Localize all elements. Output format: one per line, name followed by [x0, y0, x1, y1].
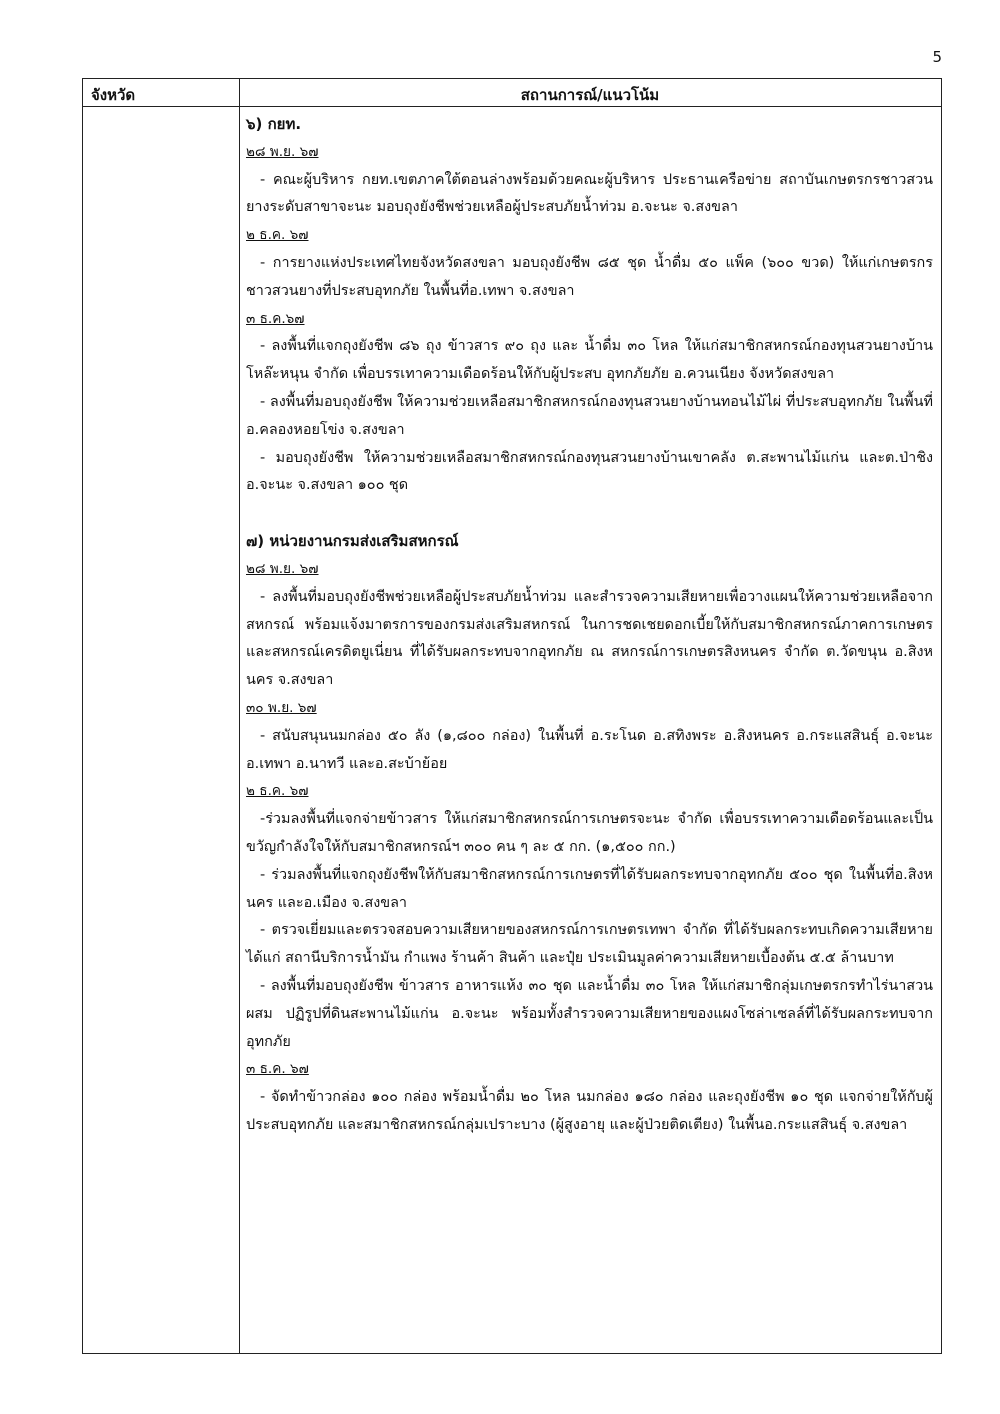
list-item: - สนับสนุนนมกล่อง ๕๐ ลัง (๑,๘๐๐ กล่อง) ในพื้นที่ อ.ระโนด อ.สทิงพระ อ.สิงหนคร อ.กระแสสินธุ์ อ.จะนะ อ.เทพา อ.นาทวี และอ.สะบ้าย้อย — [246, 727, 933, 772]
list-item: - ลงพื้นที่มอบถุงยังชีพช่วยเหลือผู้ประสบภัยน้ำท่วม และสำรวจความเสียหายเพื่อวางแผนให้ความช่วยเหลือจากสหกรณ์ พร้อมแจ้งมาตรการของกรมส่งเสริมสหกรณ์ ในการชดเชยดอกเบี้ยให้กับสมาชิกสหกรณ์ภาคการเกษตร และสหกรณ์เครดิตยูเนี่ยน ที่ได้รับผลกระทบจากอุทกภัย ณ สหกรณ์การเกษตรสิงหนคร จำกัด ต.วัดขนุน อ.สิงหนคร จ.สงขลา — [246, 588, 933, 689]
section-spacer — [246, 500, 933, 528]
table-header-row — [83, 79, 941, 107]
header-situation: สถานการณ์/แนวโน้ม — [520, 86, 660, 104]
date-heading: ๓ ธ.ค. ๖๗ — [246, 1061, 309, 1078]
section-title: ๖) กยท. — [246, 115, 302, 133]
list-item: - การยางแห่งประเทศไทยจังหวัดสงขลา มอบถุงยังชีพ ๘๕ ชุด น้ำดื่ม ๕๐ แพ็ค (๖๐๐ ขวด) ให้แก่เกษตรกรชาวสวนยางที่ประสบอุทกภัย ในพื้นที่อ.เทพา จ.สงขลา — [246, 254, 933, 299]
header-province: จังหวัด — [91, 86, 136, 104]
list-item: - ลงพื้นที่มอบถุงยังชีพ ข้าวสาร อาหารแห้ง ๓๐ ชุด และน้ำดื่ม ๓๐ โหล ให้แก่สมาชิกลุ่มเกษตรกรทำไร่นาสวนผสม ปฏิรูปที่ดินสะพานไม้แก่น อ.จะนะ พร้อมทั้งสำรวจความเสียหายของแผงโซล่าเซลล์ที่ได้รับผลกระทบจากอุทกภัย — [246, 977, 933, 1050]
list-item: - จัดทำข้าวกล่อง ๑๐๐ กล่อง พร้อมน้ำดื่ม ๒๐ โหล นมกล่อง ๑๘๐ กล่อง และถุงยังชีพ ๑๐ ชุด แจกจ่ายให้กับผู้ประสบอุทกภัย และสมาชิกสหกรณ์กลุ่มเปราะบาง (ผู้สูงอายุ และผู้ป่วยติดเตียง) ในพื้นอ.กระแสสินธุ์ จ.สงขลา — [246, 1089, 933, 1133]
section-title: ๗) หน่วยงานกรมส่งเสริมสหกรณ์ — [246, 532, 459, 551]
date-heading: ๒๘ พ.ย. ๖๗ — [246, 560, 319, 577]
situation-content — [246, 111, 933, 1140]
list-item: - ร่วมลงพื้นที่แจกถุงยังชีพให้กับสมาชิกสหกรณ์การเกษตรที่ได้รับผลกระทบจากอุทกภัย ๕๐๐ ชุด ในพื้นที่อ.สิงหนคร และอ.เมือง จ.สงขลา — [246, 866, 933, 911]
list-item: - คณะผู้บริหาร กยท.เขตภาคใต้ตอนล่างพร้อมด้วยคณะผู้บริหาร ประธานเครือข่าย สถาบันเกษตรกรชาวสวนยางระดับสาขาจะนะ มอบถุงยังชีพช่วยเหลือผู้ประสบภัยน้ำท่วม อ.จะนะ จ.สงขลา — [246, 171, 933, 216]
page-number: 5 — [932, 48, 942, 66]
list-item: - ตรวจเยี่ยมและตรวจสอบความเสียหายของสหกรณ์การเกษตรเทพา จำกัด ที่ได้รับผลกระทบเกิดความเสียหาย ได้แก่ สถานีบริการน้ำมัน กำแพง ร้านค้า สินค้า และปุ๋ย ประเมินมูลค่าความเสียหายเบื้องต้น ๕.๕ ล้านบาท — [246, 922, 933, 967]
date-heading: ๒ ธ.ค. ๖๗ — [246, 783, 309, 800]
list-item: - ลงพื้นที่มอบถุงยังชีพ ให้ความช่วยเหลือสมาชิกสหกรณ์กองทุนสวนยางบ้านทอนไม้ไผ่ ที่ประสบอุทกภัย ในพื้นที่อ.คลองหอยโข่ง จ.สงขลา — [246, 393, 933, 438]
date-heading: ๓ ธ.ค.๖๗ — [246, 310, 305, 327]
date-heading: ๒ ธ.ค. ๖๗ — [246, 227, 309, 244]
list-item: -ร่วมลงพื้นที่แจกจ่ายข้าวสาร ให้แก่สมาชิกสหกรณ์การเกษตรจะนะ จำกัด เพื่อบรรเทาความเดือดร้อนและเป็นขวัญกำลังใจให้กับสมาชิกสหกรณ์ฯ ๓๐๐ คน ๆ ละ ๕ กก. (๑,๕๐๐ กก.) — [246, 811, 933, 855]
list-item: - ลงพื้นที่แจกถุงยังชีพ ๘๖ ถุง ข้าวสาร ๙๐ ถุง และ น้ำดื่ม ๓๐ โหล ให้แก่สมาชิกสหกรณ์กองทุนสวนยางบ้านโหล๊ะหนุน จำกัด เพื่อบรรเทาความเดือดร้อนให้กับผู้ประสบ อุทกภัยภัย อ.ควนเนียง จังหวัดสงขลา — [246, 338, 933, 383]
list-item: - มอบถุงยังชีพ ให้ความช่วยเหลือสมาชิกสหกรณ์กองทุนสวนยางบ้านเขาคลัง ต.สะพานไม้แก่น และต.ป่าชิง อ.จะนะ จ.สงขลา ๑๐๐ ชุด — [246, 449, 933, 494]
report-table — [82, 78, 942, 1354]
column-divider — [239, 79, 240, 1353]
date-heading: ๓๐ พ.ย. ๖๗ — [246, 699, 317, 716]
date-heading: ๒๘ พ.ย. ๖๗ — [246, 143, 319, 160]
